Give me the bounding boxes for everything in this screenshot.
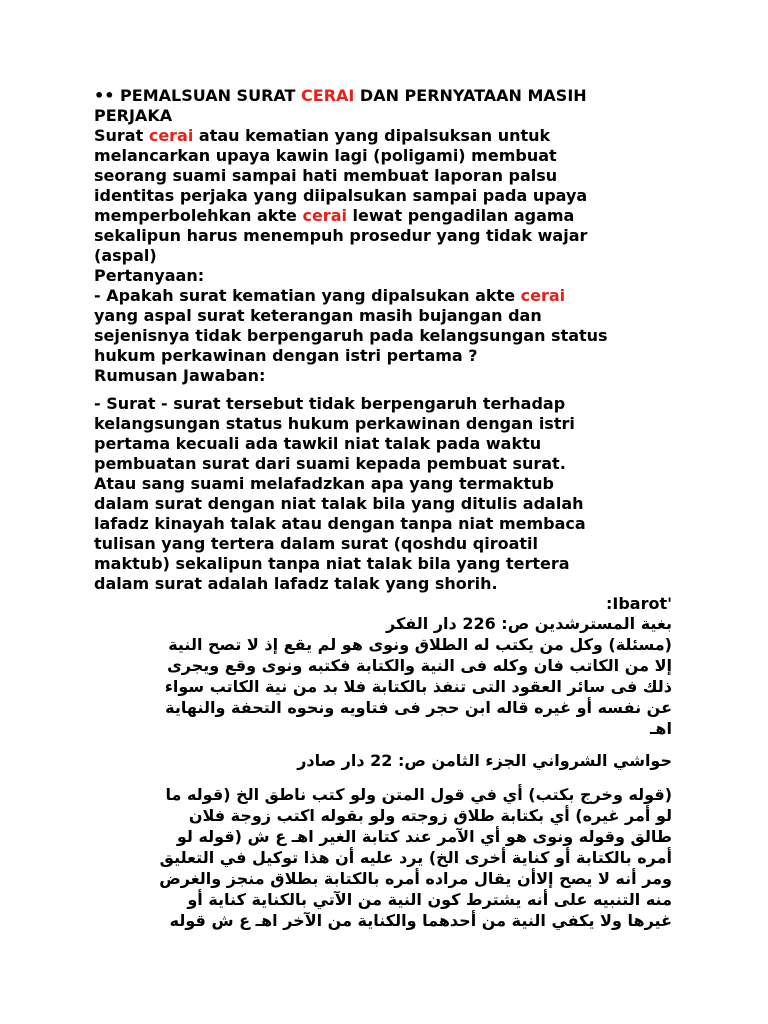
paragraph-line: memperbolehkan akte cerai lewat pengadilan agama (94, 206, 575, 225)
arabic-line: (مسئلة) وكل من يكتب له الطلاق ونوى هو لم يقع إذ لا تصح النية (168, 635, 672, 654)
answer-line: tulisan yang tertera dalam surat (qoshdu qiroatil (94, 534, 538, 553)
highlight-cerai: cerai (302, 206, 347, 225)
arabic-line: عن نفسه أو غيره قاله ابن حجر فى فتاويه ونحوه التحفة والنهاية (165, 698, 672, 717)
heading-line: •• PEMALSUAN SURAT CERAI DAN PERNYATAAN MASIH (94, 86, 587, 105)
answer-line: lafadz kinayah talak atau dengan tanpa niat membaca (94, 514, 586, 533)
arabic-line: (قوله وخرج بكتب) أي في قول المتن ولو كتب ناطق الخ (قوله ما (165, 785, 672, 804)
arabic-quote-2 (72, 784, 672, 931)
arabic-line: منه التنبيه على أنه يشترط كون النية من الآتي بالكناية كناية أو (187, 890, 672, 909)
question-line: yang aspal surat keterangan masih bujangan dan (94, 306, 542, 325)
answer-line: maktub) sekalipun tanpa niat talak bila yang tertera (94, 554, 570, 573)
paragraph-line: (aspal) (94, 246, 157, 265)
paragraph-line: seorang suami sampai hati membuat laporan palsu (94, 166, 558, 185)
question-section (94, 86, 694, 386)
answer-section (94, 394, 694, 594)
question-line: sejenisnya tidak berpengaruh pada kelangsungan status (94, 326, 608, 345)
highlight-cerai: cerai (520, 286, 566, 305)
arabic-line: ومر أنه لا يصح إلاأن يقال مراده أمره بالكتابة بطلاق منجز والغرض (159, 869, 672, 888)
answer-line: Atau sang suami melafadzkan apa yang termaktub (94, 474, 554, 493)
arabic-line: لو أمر غيره) أي بكتابة طلاق زوجته ولو بقوله اكتب زوجة فلان (188, 806, 672, 825)
heading-line: PERJAKA (94, 106, 173, 125)
arabic-quote-1 (72, 613, 672, 739)
answer-line: dalam surat adalah lafadz talak yang shorih. (94, 574, 498, 593)
answer-line: dalam surat dengan niat talak bila yang ditulis adalah (94, 494, 584, 513)
arabic-line: ذلك فى سائر العقود التى تنفذ بالكتابة فلا بد من نية الكاتب سواء (164, 677, 672, 696)
arabic-source-title: بغية المسترشدين ص: 226 دار الفكر (386, 614, 672, 633)
bullet-icon: •• (94, 86, 115, 105)
arabic-line: غيرها ولا يكفي النية من أحدهما والكناية من الآخر اهـ ع ش قوله (169, 911, 672, 930)
arabic-line: أمره بالكتابة أو كناية أخرى الخ) يرد عليه أن هذا توكيل في التعليق (159, 848, 672, 867)
question-line: hukum perkawinan dengan istri pertama ? (94, 346, 478, 365)
arabic-line: طالق وقوله ونوى هو أي الآمر عند كتابة الغير اهـ ع ش (قوله لو (176, 827, 672, 846)
question-line: - Apakah surat kematian yang dipalsukan akte cerai (94, 286, 566, 305)
paragraph-line: Surat cerai atau kematian yang dipalsuksan untuk (94, 126, 551, 145)
arabic-line: إلا من الكاتب فان وكله فى النية والكتابة فكتبه ونوى وقع ويجرى (167, 656, 672, 675)
answer-line: - Surat - surat tersebut tidak berpengaruh terhadap (94, 394, 566, 413)
section-label: Pertanyaan: (94, 266, 205, 285)
paragraph-line: identitas perjaka yang diipalsukan sampai pada upaya (94, 186, 588, 205)
answer-line: kelangsungan status hukum perkawinan dengan istri (94, 414, 575, 433)
arabic-source-title-2: حواشي الشرواني الجزء الثامن ص: 22 دار صادر (297, 751, 672, 770)
paragraph-line: melancarkan upaya kawin lagi (poligami) membuat (94, 146, 557, 165)
ibarot-label: :Ibarot' (605, 594, 672, 613)
highlight-cerai: cerai (148, 126, 194, 145)
highlight-cerai: CERAI (301, 86, 355, 105)
paragraph-line: sekalipun harus menempuh prosedur yang tidak wajar (94, 226, 588, 245)
answer-line: pembuatan surat dari suami kepada pembuat surat. (94, 454, 566, 473)
answer-line: pertama kecuali ada tawkil niat talak pada waktu (94, 434, 542, 453)
section-label: Rumusan Jawaban: (94, 366, 266, 385)
arabic-line: اهـ (649, 719, 672, 738)
